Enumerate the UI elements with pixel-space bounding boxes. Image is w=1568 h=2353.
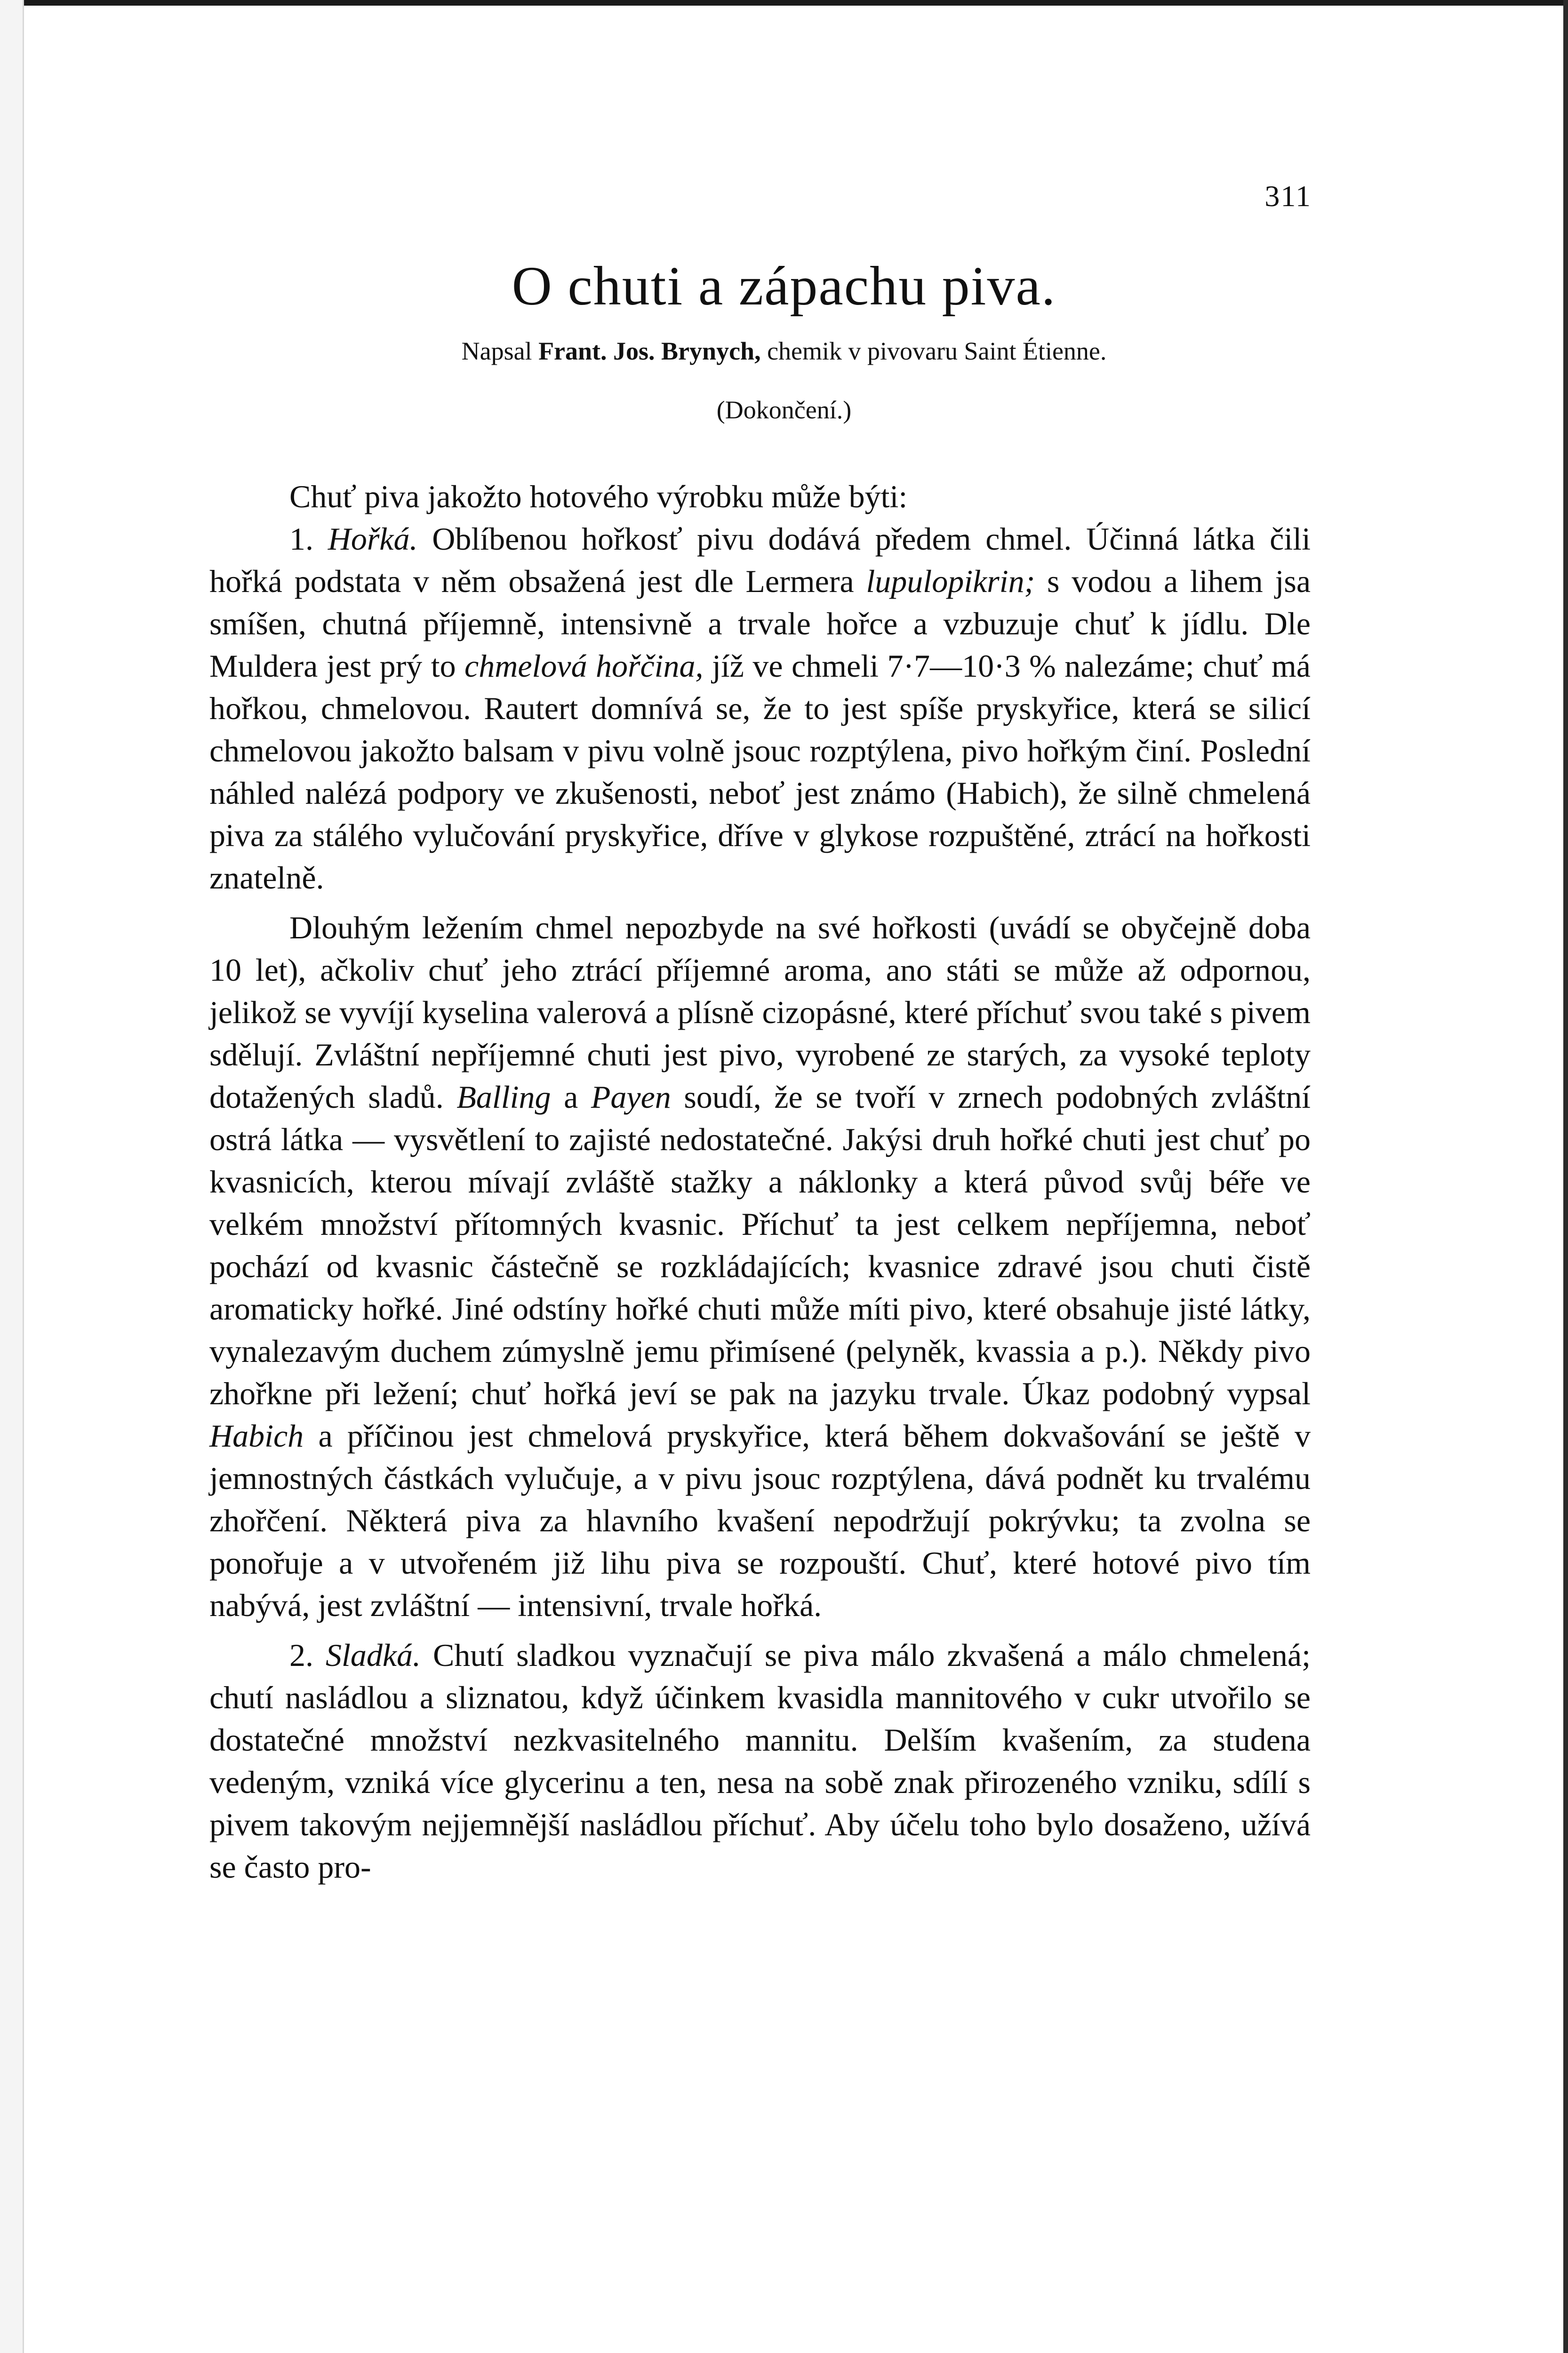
author-name: Frant. Jos. Brynych, [538, 337, 761, 365]
byline [0, 336, 1568, 366]
name-habich: Habich [209, 1418, 304, 1454]
term-bitter: Hořká. [328, 521, 418, 557]
name-payen: Payen [591, 1079, 671, 1115]
paragraph-sweet [209, 1634, 1311, 1888]
intro-text: Chuť piva jakožto hotového výrobku může býti: [289, 479, 908, 514]
item-number: 1. [289, 521, 328, 557]
term-sweet: Sladká. [325, 1637, 421, 1673]
term-lupulopikrin: lupulopikrin; [866, 563, 1035, 599]
paragraph-text: a [551, 1079, 591, 1115]
paragraph-bitter [209, 518, 1311, 899]
paragraph-text: a příčinou jest chmelová pryskyřice, která během dokvašování se ještě v jemnostných částkách vylučuje, a v pivu jsouc rozptýlena, dává podnět ku trvalému zhořčení. Některá piva za hlavního kvašení nepodržují pokrývku; ta zvolna se ponořuje a v utvořeném již lihu piva se rozpouští. Chuť, které hotové pivo tím nabývá, jest zvláštní — intensivní, trvale hořká. [209, 1418, 1311, 1623]
paragraph-text: Chutí sladkou vyznačují se piva málo zkvašená a málo chmelená; chutí nasládlou a sliznatou, když účinkem kvasidla mannitového v cukr utvořilo se dostatečné množství nezkvasitelného mannitu. Delším kvašením, za studena vedeným, vzniká více glycerinu a ten, nesa na sobě znak přirozeného vzniku, sdílí s pivem takovým nejjemnější nasládlou příchuť. Aby účelu toho bylo dosaženo, užívá se často pro- [209, 1637, 1311, 1885]
paragraph-text: Oblíbenou hořkosť pivu dodává předem chmel. Účinná látka čili hořká podstata v něm obsažená jest dle Lermera [209, 521, 1311, 599]
article-body [209, 475, 1311, 1888]
name-balling: Balling [456, 1079, 551, 1115]
item-number: 2. [289, 1637, 326, 1673]
paragraph-text: Dlouhým ležením chmel nepozbyde na své hořkosti (uvádí se obyčejně doba 10 let), ačkoliv chuť jeho ztrácí příjemné aroma, ano státi se může až odpornou, jelikož se vyvíjí kyselina valerová a plísně cizopásné, které příchuť svou také s pivem sdělují. Zvláštní nepříjemné chuti jest pivo, vyrobené ze starých, za vysoké teploty dotažených sladů. [209, 910, 1311, 1115]
continuation-note: (Dokončení.) [716, 396, 852, 424]
paragraph-intro [209, 475, 1311, 518]
page-number: 311 [1264, 179, 1312, 213]
article-title: O chuti a zápachu piva. [512, 255, 1056, 317]
paragraph-hop-aging [209, 906, 1311, 1626]
byline-prefix: Napsal [461, 337, 539, 365]
paragraph-text: s vodou a lihem jsa smíšen, chutná příjemně, intensivně a trvale hořce a vzbuzuje chuť k jídlu. Dle Muldera jest prý to [209, 563, 1311, 684]
byline-suffix: chemik v pivovaru Saint Étienne. [760, 337, 1107, 365]
term-chmelova-horcina: chmelová hořčina, [464, 648, 704, 684]
paragraph-text: jíž ve chmeli 7·7—10·3 % nalezáme; chuť má hořkou, chmelovou. Rautert domnívá se, že to jest spíše pryskyřice, která se silicí chmelovou jakožto balsam v pivu volně jsouc rozptýlena, pivo hořkým činí. Poslední náhled nalézá podpory ve zkušenosti, neboť jest známo (Habich), že silně chmelená piva za stálého vylučování pryskyřice, dříve v glykose rozpuštěné, ztrácí na hořkosti znatelně. [209, 648, 1311, 896]
paragraph-text: soudí, že se tvoří v zrnech podobných zvláštní ostrá látka — vysvětlení to zajisté nedostatečné. Jakýsi druh hořké chuti jest chuť po kvasnicích, kterou mívají zvláště stažky a náklonky a která původ svůj béře ve velkém množství přítomných kvasnic. Příchuť ta jest celkem nepříjemna, neboť pochází od kvasnic částečně se rozkládajících; kvasnice zdravé jsou chuti čistě aromaticky hořké. Jiné odstíny hořké chuti může míti pivo, které obsahuje jisté látky, vynalezavým duchem zúmyslně jemu přimísené (pelyněk, kvassia a p.). Někdy pivo zhořkne při ležení; chuť hořká jeví se pak na jazyku trvale. Úkaz podobný vypsal [209, 1079, 1311, 1411]
scan-edge-top [0, 0, 1568, 6]
